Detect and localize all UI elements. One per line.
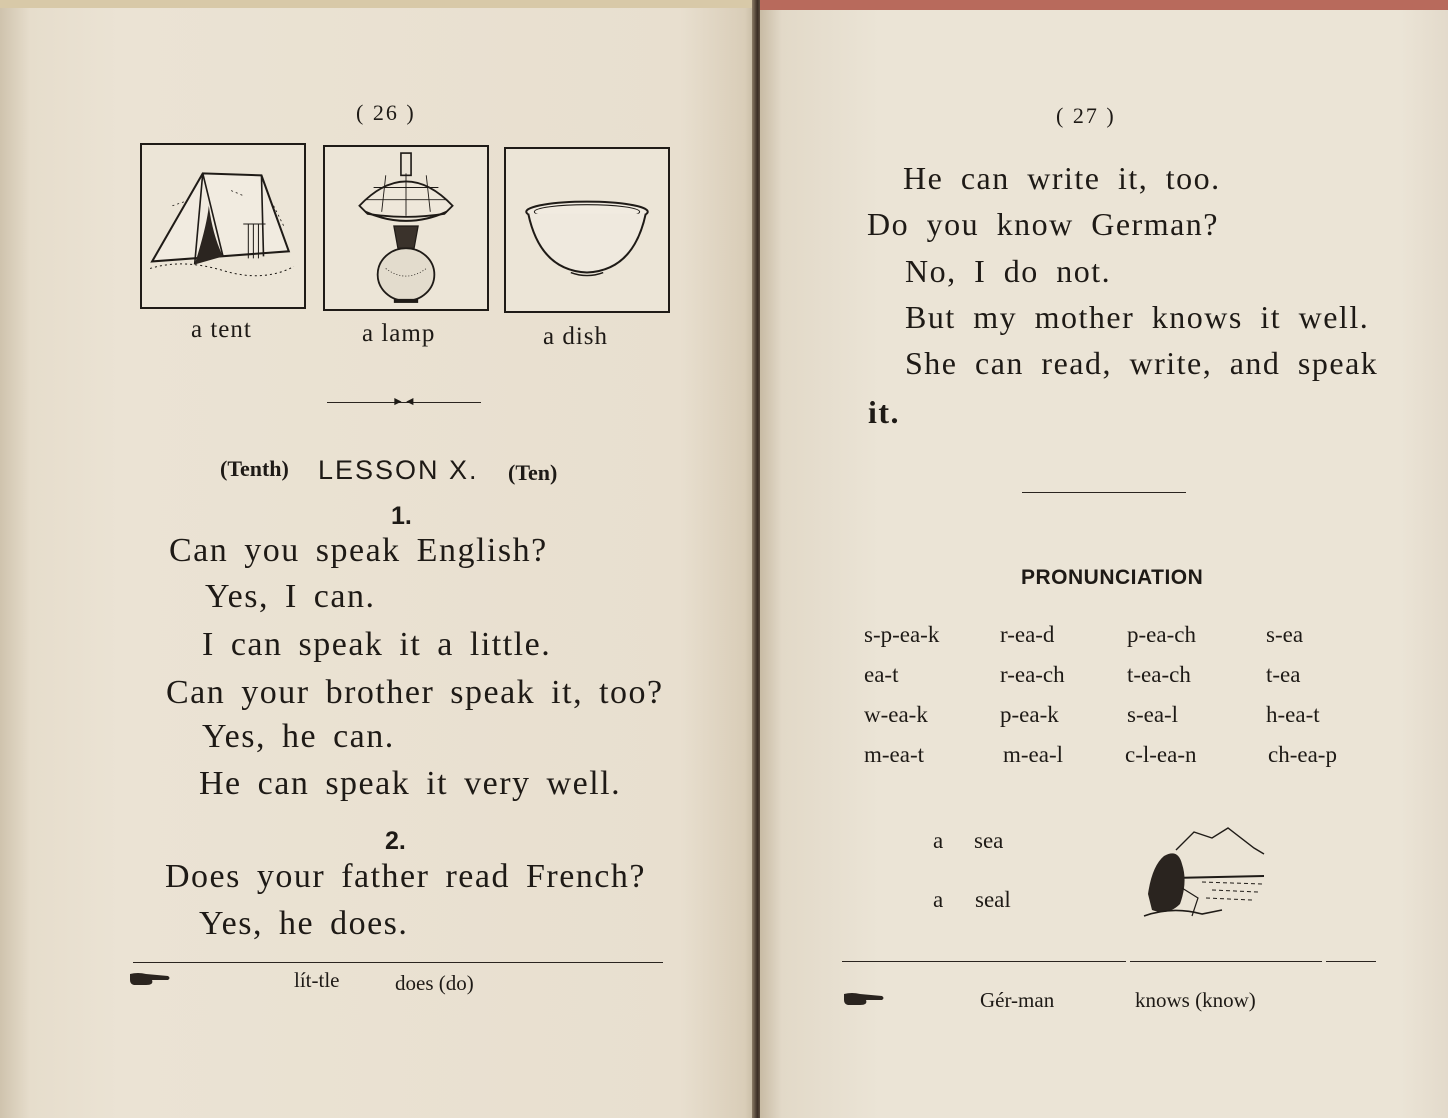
page-edge [760,0,1448,10]
vocab-word: knows (know) [1135,988,1256,1012]
picture-word: seal [975,887,1011,912]
lesson-number-label: (Ten) [508,460,558,485]
pron-cell: r-ea-d [1000,622,1055,647]
text-line: it. [868,394,901,430]
vocab-word: lít-tle [294,968,340,992]
dish-icon [504,147,670,313]
text-line: No, I do not. [905,253,1112,289]
pron-cell: p-ea-ch [1127,622,1196,647]
caption-lamp: a lamp [362,320,436,347]
picture-word-article: a [933,828,944,853]
section-number: 1. [391,502,412,530]
pron-cell: ch-ea-p [1268,742,1337,767]
text-line: Yes, he can. [202,718,395,755]
caption-tent: a tent [191,316,252,343]
footer-rule [1326,961,1376,962]
footer-rule [842,961,1126,962]
text-line: I can speak it a little. [202,626,552,663]
text-line: Can your brother speak it, too? [166,674,664,711]
pron-cell: m-ea-t [864,742,925,767]
vocab-word: does (do) [395,971,474,995]
section-number: 2. [385,827,406,855]
pron-cell: s-ea-l [1127,702,1179,727]
picture-word: sea [974,828,1004,853]
text-line: Do you know German? [867,206,1219,242]
footer-rule [133,962,663,963]
lesson-ordinal-label: (Tenth) [220,456,289,481]
pron-cell: r-ea-ch [1000,662,1065,687]
pron-cell: s-ea [1266,622,1304,647]
page-number: ( 26 ) [356,100,416,125]
pronunciation-title: PRONUNCIATION [1021,566,1204,589]
pron-cell: w-ea-k [864,702,928,727]
page-edge [0,0,758,8]
text-line: Yes, I can. [205,578,376,615]
pron-cell: t-ea-ch [1127,662,1191,687]
pron-cell: m-ea-l [1003,742,1064,767]
pointing-hand-icon [842,990,886,1013]
pron-cell: s-p-ea-k [864,622,940,647]
section-divider [1022,492,1186,493]
text-line: Does your father read French? [165,858,646,895]
text-line: He can speak it very well. [199,765,622,802]
ornament-icon: ►◄ [392,394,416,408]
text-line: But my mother knows it well. [905,299,1370,335]
text-line: Can you speak English? [169,532,548,569]
seal-icon [1142,826,1268,922]
right-page [760,0,1448,1118]
lesson-title: LESSON X. [318,455,479,485]
pron-cell: h-ea-t [1266,702,1320,727]
picture-word-article: a [933,887,944,912]
pron-cell: ea-t [864,662,899,687]
tent-icon [140,143,306,309]
pron-cell: c-l-ea-n [1125,742,1197,767]
caption-dish: a dish [543,323,609,350]
pron-cell: t-ea [1266,662,1301,687]
text-line: She can read, write, and speak [905,345,1379,381]
pron-cell: p-ea-k [1000,702,1059,727]
text-line: Yes, he does. [199,905,409,942]
page-number: ( 27 ) [1056,103,1116,128]
vocab-word: Gér-man [980,988,1055,1012]
pointing-hand-icon [128,970,172,993]
footer-rule [1130,961,1322,962]
lamp-icon [323,145,489,311]
text-line: He can write it, too. [903,160,1221,196]
